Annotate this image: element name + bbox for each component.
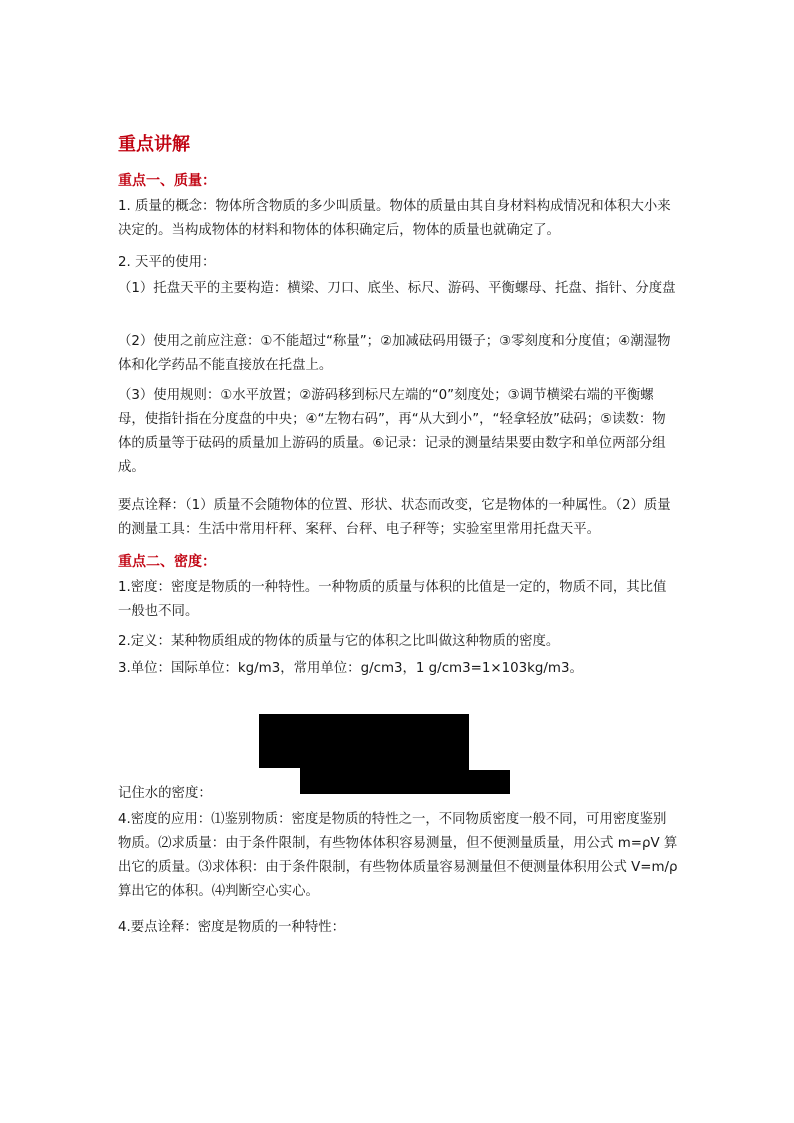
section2-paragraph-3: 3.单位：国际单位：kg/m3，常用单位：g/cm3，1 g/cm3=1×103kg/m3。 [118, 661, 583, 676]
section2-paragraph-1: 1.密度：密度是物质的一种特性。一种物质的质量与体积的比值是一定的，物质不同，其比值一般也不同。 [118, 580, 667, 619]
section1-paragraph-5: （3）使用规则：①水平放置；②游码移到标尺左端的“0”刻度处；③调节横梁右端的平衡螺母，使指针指在分度盘的中央；④“左物右码”，再“从大到小”，“轻拿轻放”砝码；⑤读数：物体的质量等于砝码的质量加上游码的质量。⑥记录：记录的测量结果要由数字和单位两部分组成。 [118, 388, 666, 475]
section1-paragraph-1: 1. 质量的概念：物体所含物质的多少叫质量。物体的质量由其自身材料构成情况和体积大小来决定的。当构成物体的材料和物体的体积确定后，物体的质量也就确定了。 [118, 199, 671, 238]
section1-paragraph-6: 要点诠释：（1）质量不会随物体的位置、形状、状态而改变，它是物体的一种属性。（2）质量的测量工具：生活中常用杆秤、案秤、台秤、电子秤等；实验室里常用托盘天平。 [118, 498, 671, 537]
water-density-row [118, 712, 678, 802]
page-title: 重点讲解 [118, 134, 190, 155]
section1-paragraph-3: （1）托盘天平的主要构造：横梁、刀口、底坐、标尺、游码、平衡螺母、托盘、指针、分度盘 [118, 281, 676, 296]
section1-paragraph-2: 2. 天平的使用： [118, 255, 216, 270]
section1-paragraph-4: （2）使用之前应注意：①不能超过“称量”；②加减砝码用镊子；③零刻度和分度值；④潮湿物体和化学药品不能直接放在托盘上。 [118, 334, 671, 373]
section2-paragraph-5: 4.要点诠释：密度是物质的一种特性： [118, 920, 346, 935]
section1-heading: 重点一、质量： [118, 173, 216, 189]
section2-paragraph-4: 4.密度的应用：⑴鉴别物质：密度是物质的特性之一，不同物质密度一般不同，可用密度鉴别物质。⑵求质量：由于条件限制，有些物体体积容易测量，但不便测量质量，用公式 m=ρV 算出它的质量。⑶求体积：由于条件限制，有些物体质量容易测量但不便测量体积用公式 V=m/ρ 算出它的体积。⑷判断空心实心。 [118, 812, 678, 899]
section2-heading: 重点二、密度： [118, 554, 216, 570]
section2-paragraph-2: 2.定义：某种物质组成的物体的质量与它的体积之比叫做这种物质的密度。 [118, 634, 560, 649]
water-density-label: 记住水的密度： [118, 786, 212, 801]
